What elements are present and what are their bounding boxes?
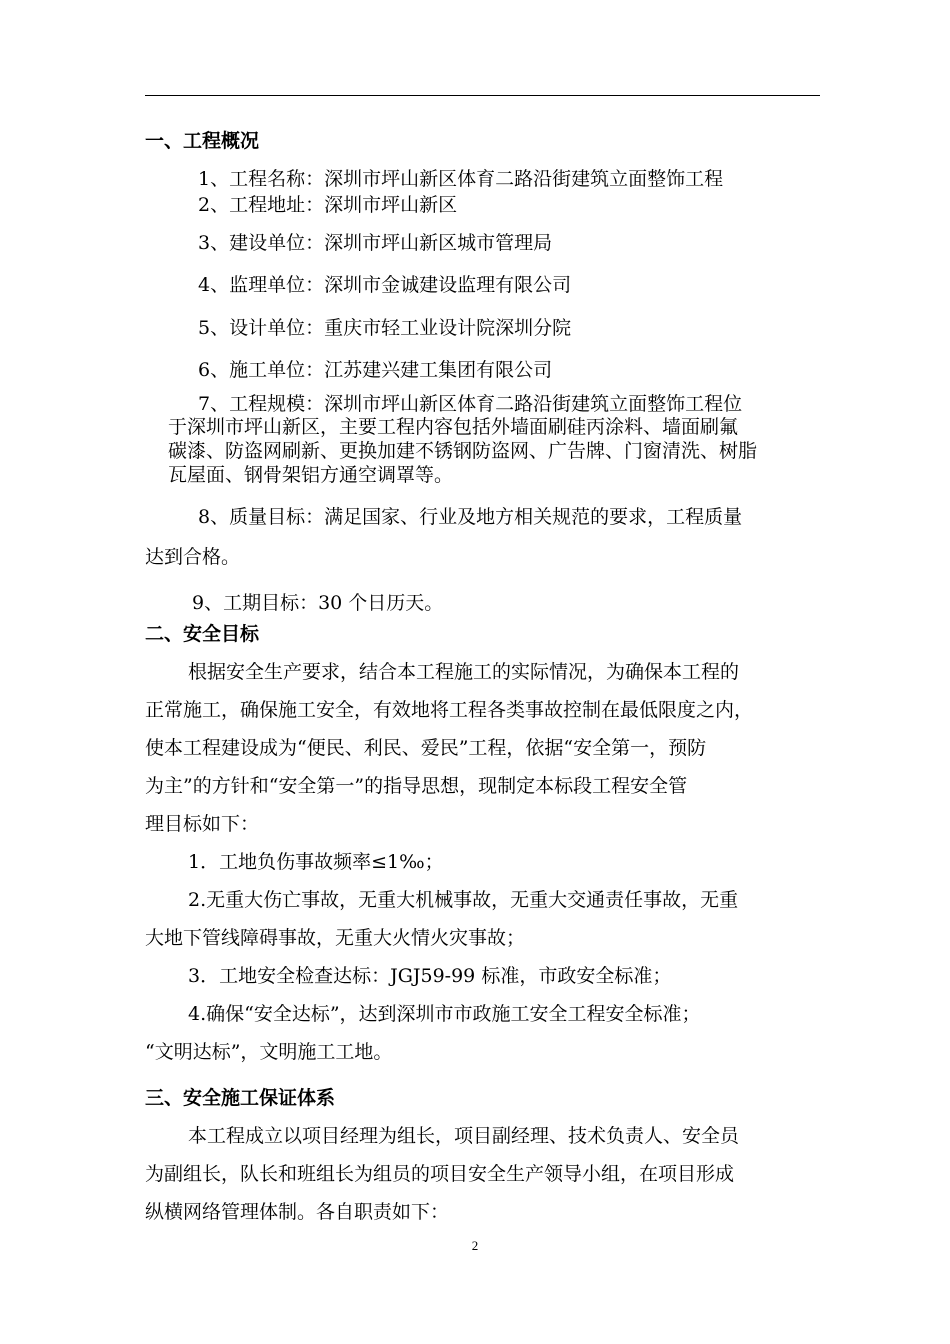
goal-2-line-1: 2.无重大伤亡事故，无重大机械事故，无重大交通责任事故，无重 (188, 889, 739, 911)
system-para-line-2: 为副组长，队长和班组长为组员的项目安全生产领导小组，在项目形成 (145, 1163, 735, 1185)
system-para-line-1: 本工程成立以项目经理为组长，项目副经理、技术负责人、安全员 (188, 1125, 740, 1147)
section-heading-safety-system: 三、安全施工保证体系 (145, 1087, 336, 1109)
scale-line-4: 瓦屋面、钢骨架铝方通空调罩等。 (168, 464, 454, 486)
safety-para-line-5: 理目标如下： (145, 813, 260, 835)
scale-line-1: 7、工程规模：深圳市坪山新区体育二路沿街建筑立面整饰工程位 (198, 393, 743, 415)
goal-4-line-1: 4.确保“安全达标”，达到深圳市市政施工安全工程安全标准； (188, 1003, 701, 1025)
section-heading-overview: 一、工程概况 (145, 130, 260, 152)
goal-4-line-2: “文明达标”，文明施工工地。 (145, 1041, 393, 1063)
quality-line-1: 8、质量目标：满足国家、行业及地方相关规范的要求，工程质量 (198, 506, 743, 528)
goal-3: 3．工地安全检查达标：JGJ59-99 标准，市政安全标准； (188, 965, 672, 987)
header-rule (145, 95, 820, 96)
scale-line-2: 于深圳市坪山新区，主要工程内容包括外墙面刷硅丙涂料、墙面刷氟 (168, 416, 739, 438)
contractor-line: 6、施工单位：江苏建兴建工集团有限公司 (198, 359, 553, 381)
goal-1: 1．工地负伤事故频率≤1‰； (188, 851, 444, 873)
page-number: 2 (471, 1238, 479, 1253)
safety-para-line-3: 使本工程建设成为“便民、利民、爱民”工程，依据“安全第一，预防 (145, 737, 707, 759)
safety-para-line-1: 根据安全生产要求，结合本工程施工的实际情况，为确保本工程的 (188, 661, 740, 683)
supervisor-line: 4、监理单位：深圳市金诚建设监理有限公司 (198, 274, 572, 296)
scale-line-3: 碳漆、防盗网刷新、更换加建不锈钢防盗网、广告牌、门窗清洗、树脂 (168, 440, 758, 462)
project-address-line: 2、工程地址：深圳市坪山新区 (198, 194, 458, 216)
safety-para-line-2: 正常施工，确保施工安全，有效地将工程各类事故控制在最低限度之内， (145, 699, 754, 721)
section-heading-safety-goals: 二、安全目标 (145, 623, 260, 645)
builder-line: 3、建设单位：深圳市坪山新区城市管理局 (198, 232, 553, 254)
schedule-line: 9、工期目标：30 个日历天。 (192, 592, 444, 614)
system-para-line-3: 纵横网络管理体制。各自职责如下： (145, 1201, 450, 1223)
quality-line-2: 达到合格。 (145, 546, 241, 568)
safety-para-line-4: 为主”的方针和“安全第一”的指导思想，现制定本标段工程安全管 (145, 775, 688, 797)
goal-2-line-2: 大地下管线障碍事故，无重大火情火灾事故； (145, 927, 526, 949)
project-name-line: 1、工程名称：深圳市坪山新区体育二路沿街建筑立面整饰工程 (198, 168, 724, 190)
designer-line: 5、设计单位：重庆市轻工业设计院深圳分院 (198, 317, 572, 339)
